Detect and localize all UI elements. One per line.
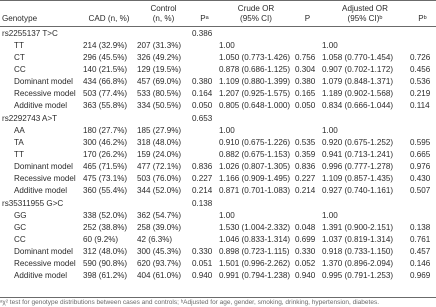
cell-cad: 590 (90.8%)	[83, 259, 128, 268]
table-row	[0, 222, 436, 234]
cell-p-a: 0.164	[192, 89, 213, 98]
cell-control: 533 (80.5%)	[137, 89, 182, 98]
cell-p-b: 0.976	[410, 162, 431, 171]
cell-cad	[82, 197, 136, 210]
table-row	[0, 137, 436, 149]
cell-crude-or: 0.898 (0.723-1.115)	[219, 247, 290, 256]
cell-control: 300 (45.3%)	[137, 247, 182, 256]
cell-p	[294, 40, 321, 52]
cell-genotype: rs2292743 A>T	[2, 113, 58, 123]
header-genotype: Genotype	[0, 1, 82, 27]
table-footnote: ᵃχ² test for genotype distributions between cases and controls; ᵇAdjusted for age, gender, smoking, drinking, hypertension, diabetes.	[0, 297, 436, 307]
cell-crude-or: 0.882 (0.675-1.153)	[219, 150, 291, 159]
cell-cad: 338 (52.0%)	[83, 211, 128, 220]
cell-cad: 214 (32.9%)	[83, 41, 128, 50]
cell-control: 503 (76.0%)	[137, 174, 182, 183]
cell-crude-or: 1.00	[219, 211, 235, 220]
cell-control	[136, 112, 191, 125]
table-row	[0, 100, 436, 112]
cell-p-a: 0.214	[192, 186, 213, 195]
cell-crude-or: 0.805 (0.648-1.000)	[219, 101, 291, 110]
cell-cad: 360 (55.4%)	[83, 186, 128, 195]
cell-control: 318 (48.0%)	[137, 138, 182, 147]
cell-genotype: Recessive model	[14, 89, 76, 98]
cell-cad: 170 (26.2%)	[83, 150, 128, 159]
table-row	[0, 161, 436, 173]
cell-p-a	[191, 40, 218, 52]
cell-p	[294, 112, 321, 125]
table-row	[0, 270, 436, 282]
cell-genotype: Dominant model	[14, 247, 73, 256]
cell-p	[294, 125, 321, 137]
cell-control: 362 (54.7%)	[137, 211, 182, 220]
cell-genotype: rs2255137 T>C	[2, 28, 58, 38]
cell-p: 0.756	[295, 53, 316, 62]
cell-p: 0.227	[295, 174, 316, 183]
cell-p-a: 0.386	[192, 28, 213, 38]
table-row	[0, 258, 436, 270]
cell-p-a	[191, 125, 218, 137]
cell-p	[294, 197, 321, 210]
cell-genotype: TT	[14, 150, 24, 159]
cell-crude-or: 1.109 (0.880-1.399)	[219, 77, 291, 86]
cell-p: 0.304	[295, 65, 316, 74]
cell-p-a: 0.653	[192, 113, 213, 123]
table-row	[0, 210, 436, 222]
cell-control: 404 (61.0%)	[137, 271, 182, 280]
cell-genotype: GG	[14, 211, 27, 220]
cell-cad: 363 (55.8%)	[83, 101, 128, 110]
cell-p-a: 0.940	[192, 271, 213, 280]
cell-p-b: 0.595	[410, 138, 431, 147]
cell-adjusted-or	[321, 197, 409, 210]
cell-control	[136, 27, 191, 41]
cell-p	[294, 27, 321, 41]
table-row	[0, 76, 436, 88]
cell-p-b: 0.114	[410, 101, 430, 110]
cell-control: 185 (27.9%)	[137, 126, 182, 135]
cell-control: 207 (31.3%)	[137, 41, 182, 50]
cell-control: 334 (50.5%)	[137, 101, 182, 110]
cell-crude-or: 1.00	[219, 41, 235, 50]
table-row	[0, 173, 436, 185]
cell-adjusted-or: 0.995 (0.791-1.253)	[322, 271, 394, 280]
table-body	[0, 27, 436, 283]
cell-cad: 475 (73.1%)	[83, 174, 128, 183]
cell-adjusted-or	[321, 27, 409, 41]
cell-p: 0.535	[295, 138, 316, 147]
cell-p-b	[409, 210, 436, 222]
cell-p-a	[191, 149, 218, 161]
cell-genotype: Additive model	[14, 101, 68, 110]
cell-genotype: Recessive model	[14, 174, 76, 183]
cell-crude-or	[218, 27, 294, 41]
header-p-a: Pᵃ	[191, 1, 218, 27]
cell-crude-or: 1.530 (1.004-2.332)	[219, 223, 291, 232]
cell-adjusted-or: 1.00	[322, 126, 338, 135]
cell-p: 0.165	[295, 89, 316, 98]
cell-crude-or	[218, 197, 294, 210]
cell-control: 258 (39.0%)	[137, 223, 182, 232]
header-p: P	[294, 1, 321, 27]
cell-crude-or: 1.046 (0.833-1.314)	[219, 235, 291, 244]
cell-control: 457 (69.0%)	[137, 77, 182, 86]
cell-p-a	[191, 222, 218, 234]
cell-p: 0.940	[295, 271, 316, 280]
cell-p-a: 0.138	[192, 198, 213, 208]
cell-genotype: AA	[14, 126, 25, 135]
cell-cad: 503 (77.4%)	[83, 89, 128, 98]
cell-crude-or: 1.026 (0.807-1.305)	[219, 162, 291, 171]
cell-p-b: 0.536	[410, 77, 431, 86]
cell-crude-or: 1.166 (0.909-1.495)	[219, 174, 291, 183]
cell-p-a: 0.380	[192, 77, 213, 86]
cell-p: 0.380	[295, 77, 316, 86]
cell-p-b	[409, 40, 436, 52]
cell-p-a	[191, 64, 218, 76]
cell-crude-or: 1.207 (0.925-1.575)	[219, 89, 291, 98]
cell-adjusted-or: 0.941 (0.713-1.241)	[322, 150, 394, 159]
cell-genotype: rs35311955 G>C	[2, 198, 64, 208]
cell-p-b: 0.761	[410, 235, 431, 244]
cell-p-a: 0.227	[192, 174, 213, 183]
cell-p-b	[409, 27, 436, 41]
cell-cad: 434 (66.8%)	[83, 77, 128, 86]
header-row	[0, 1, 436, 27]
cell-p-b: 0.507	[410, 186, 431, 195]
cell-genotype: Additive model	[14, 271, 68, 280]
cell-p-b: 0.146	[410, 259, 431, 268]
cell-control: 477 (72.1%)	[137, 162, 182, 171]
cell-genotype: TT	[14, 41, 24, 50]
cell-control: 344 (52.0%)	[137, 186, 182, 195]
table-row	[0, 64, 436, 76]
cell-genotype: Recessive model	[14, 259, 76, 268]
cell-genotype: Dominant model	[14, 162, 73, 171]
cell-adjusted-or: 0.907 (0.702-1.172)	[322, 65, 394, 74]
table-row	[0, 246, 436, 258]
cell-control: 129 (19.5%)	[137, 65, 182, 74]
cell-adjusted-or: 1.189 (0.902-1.568)	[322, 89, 394, 98]
cell-adjusted-or: 0.927 (0.740-1.161)	[322, 186, 394, 195]
cell-adjusted-or: 1.391 (0.900-2.151)	[322, 223, 394, 232]
cell-adjusted-or: 0.834 (0.666-1.044)	[322, 101, 394, 110]
cell-genotype: CC	[14, 65, 26, 74]
cell-p-b	[409, 197, 436, 210]
cell-p-b: 0.665	[410, 150, 431, 159]
cell-p: 0.836	[295, 162, 316, 171]
cell-adjusted-or: 0.996 (0.777-1.278)	[322, 162, 394, 171]
cell-p-b	[409, 112, 436, 125]
table-row	[0, 125, 436, 137]
cell-adjusted-or: 1.00	[322, 211, 338, 220]
cell-p	[294, 210, 321, 222]
cell-p-b: 0.457	[410, 247, 431, 256]
cell-p: 0.048	[295, 223, 316, 232]
snp-header-row	[0, 112, 436, 125]
cell-genotype: TA	[14, 138, 24, 147]
cell-cad: 300 (46.2%)	[83, 138, 128, 147]
cell-p-a: 0.836	[192, 162, 213, 171]
cell-p-a	[191, 52, 218, 64]
cell-p-b: 0.726	[410, 53, 431, 62]
table-row	[0, 149, 436, 161]
cell-crude-or: 1.050 (0.773-1.426)	[219, 53, 291, 62]
cell-cad: 140 (21.5%)	[83, 65, 128, 74]
cell-genotype: CT	[14, 53, 25, 62]
cell-crude-or: 1.501 (0.996-2.262)	[219, 259, 291, 268]
cell-p-b: 0.430	[410, 174, 431, 183]
cell-adjusted-or	[321, 112, 409, 125]
header-control: Control (n, %)	[136, 1, 191, 27]
cell-adjusted-or: 1.058 (0.770-1.454)	[322, 53, 394, 62]
cell-p: 0.359	[295, 150, 316, 159]
cell-p: 0.214	[295, 186, 316, 195]
cell-adjusted-or: 1.00	[322, 41, 338, 50]
cell-adjusted-or: 0.918 (0.733-1.150)	[322, 247, 394, 256]
header-crude-or: Crude OR (95% CI)	[218, 1, 294, 27]
cell-p: 0.050	[295, 101, 316, 110]
cell-crude-or: 0.910 (0.675-1.226)	[219, 138, 291, 147]
cell-p-b: 0.456	[410, 65, 431, 74]
cell-crude-or: 0.871 (0.701-1.083)	[219, 186, 291, 195]
cell-genotype: Additive model	[14, 186, 68, 195]
snp-header-row	[0, 197, 436, 210]
cell-p: 0.699	[295, 235, 316, 244]
cell-crude-or: 0.991 (0.794-1.238)	[219, 271, 291, 280]
cell-control: 620 (93.7%)	[137, 259, 182, 268]
header-cad: CAD (n, %)	[82, 1, 136, 27]
cell-adjusted-or: 1.037 (0.819-1.314)	[322, 235, 394, 244]
cell-adjusted-or: 1.370 (0.896-2.094)	[322, 259, 394, 268]
cell-cad: 252 (38.8%)	[83, 223, 128, 232]
cell-crude-or: 0.878 (0.686-1.125)	[219, 65, 291, 74]
table-row	[0, 234, 436, 246]
cell-p-b	[409, 125, 436, 137]
cell-adjusted-or: 0.920 (0.675-1.252)	[322, 138, 394, 147]
cell-cad: 296 (45.5%)	[83, 53, 128, 62]
cell-control: 326 (49.2%)	[137, 53, 182, 62]
cell-p-a	[191, 234, 218, 246]
header-adjusted-or: Adjusted OR (95% CI)ᵇ	[321, 1, 409, 27]
cell-control	[136, 197, 191, 210]
cell-p: 0.052	[295, 259, 316, 268]
cell-p-a: 0.330	[192, 247, 213, 256]
cell-cad	[82, 112, 136, 125]
snp-header-row	[0, 27, 436, 41]
cell-p-a	[191, 210, 218, 222]
cell-adjusted-or: 1.079 (0.848-1.371)	[322, 77, 394, 86]
cell-genotype: Dominant model	[14, 77, 73, 86]
table-row	[0, 40, 436, 52]
cell-cad: 312 (48.0%)	[83, 247, 128, 256]
header-p-b: Pᵇ	[409, 1, 436, 27]
table-row	[0, 88, 436, 100]
cell-crude-or	[218, 112, 294, 125]
cell-control: 159 (24.0%)	[137, 150, 182, 159]
cell-genotype: GC	[14, 223, 27, 232]
cell-p-b: 0.969	[410, 271, 431, 280]
cell-cad: 60 (9.2%)	[83, 235, 119, 244]
cell-p-b: 0.219	[410, 89, 431, 98]
cell-p-a: 0.051	[192, 259, 213, 268]
cell-p-b: 0.138	[410, 223, 431, 232]
table-row	[0, 185, 436, 197]
cell-p-a: 0.050	[192, 101, 213, 110]
table-row	[0, 52, 436, 64]
cell-adjusted-or: 1.109 (0.857-1.435)	[322, 174, 394, 183]
cell-cad: 180 (27.7%)	[83, 126, 128, 135]
cell-p-a	[191, 137, 218, 149]
cell-genotype: CC	[14, 235, 26, 244]
cell-control: 42 (6.3%)	[137, 235, 173, 244]
cell-cad: 398 (61.2%)	[83, 271, 128, 280]
cell-cad	[82, 27, 136, 41]
cell-cad: 465 (71.5%)	[83, 162, 128, 171]
cell-p: 0.330	[295, 247, 316, 256]
cell-crude-or: 1.00	[219, 126, 235, 135]
